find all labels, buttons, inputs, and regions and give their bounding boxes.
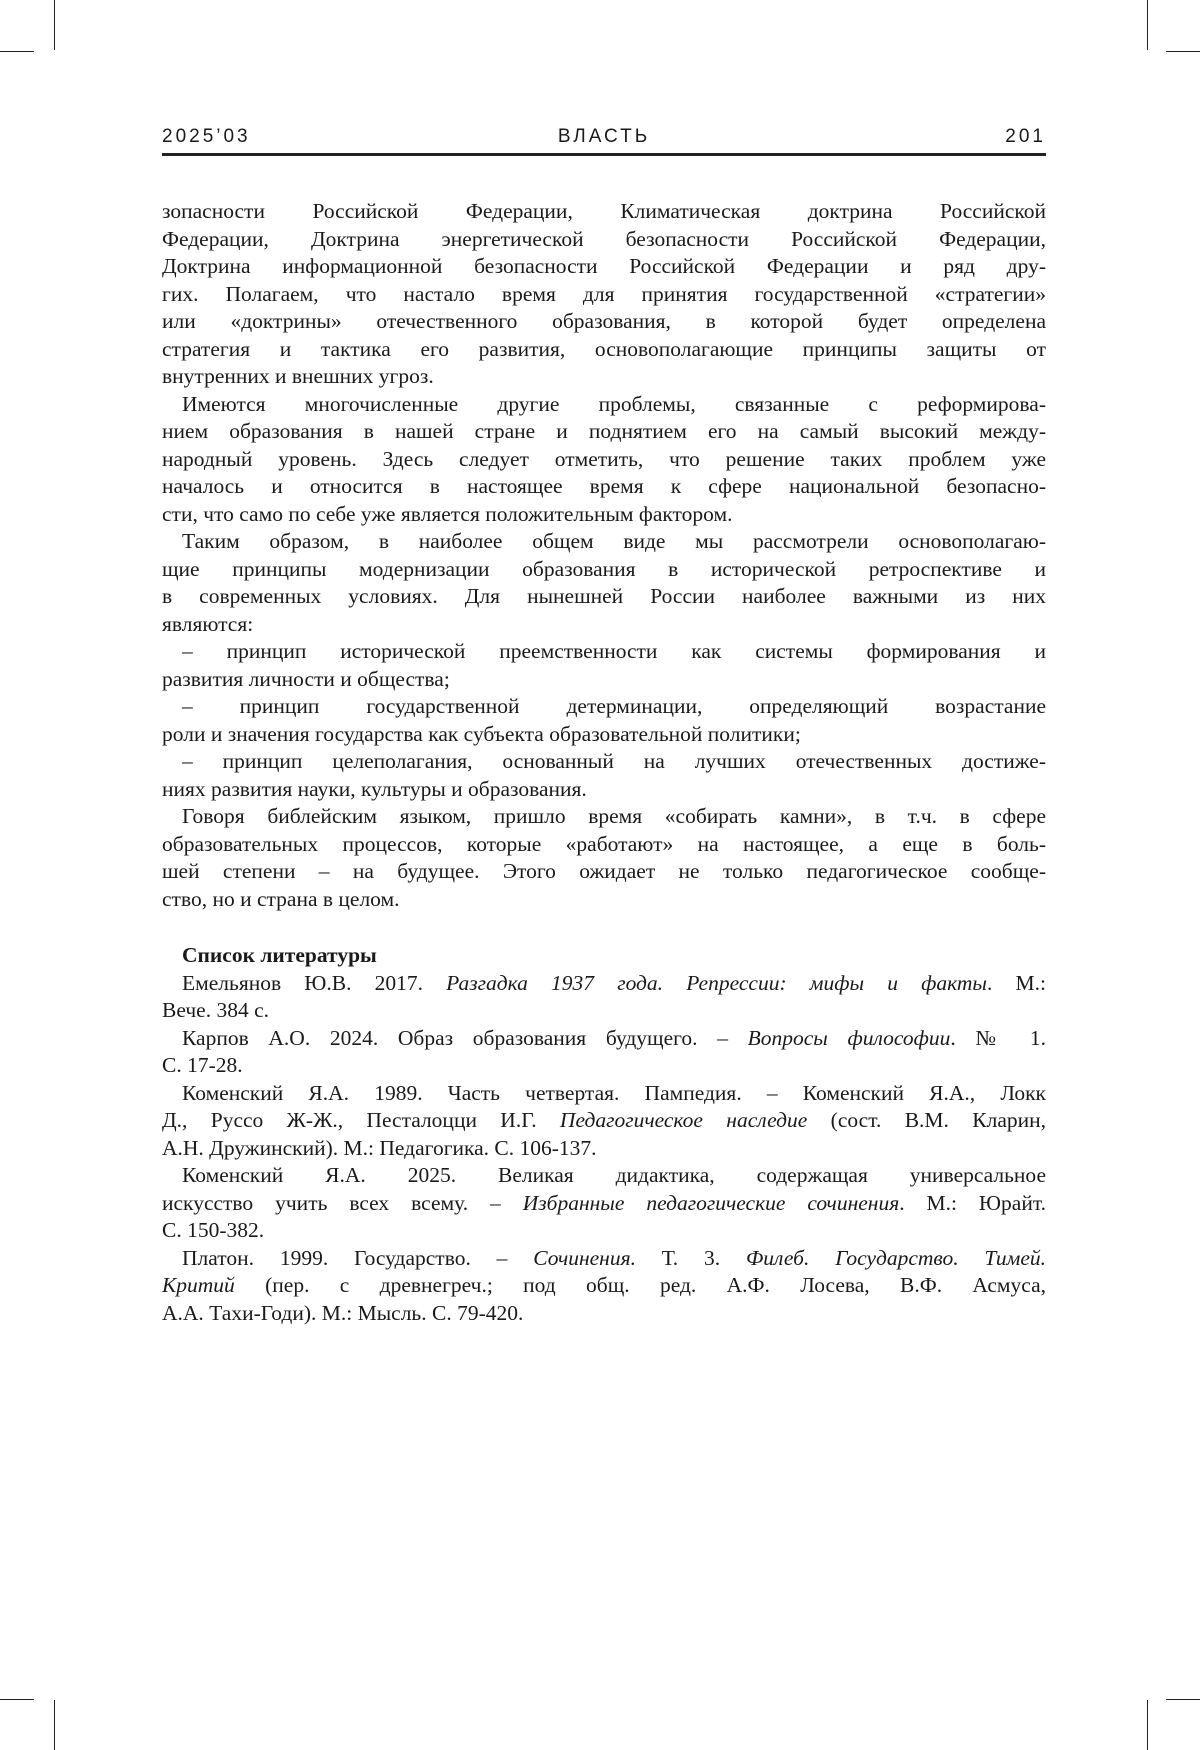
reference-line xyxy=(162,1080,1046,1108)
text-line: – принцип исторической преемственности как системы формирования и xyxy=(182,639,1046,663)
text-line: развития личности и общества; xyxy=(162,666,450,691)
reference-line xyxy=(162,1052,1046,1080)
text-line: Федерации, Доктрина энергетической безопасности Российской Федерации, xyxy=(162,226,1046,251)
text-line: зопасности Российской Федерации, Климатическая доктрина Российской xyxy=(162,199,1046,223)
reference-text: Емельянов Ю.В. 2017. xyxy=(182,970,447,995)
reference-text: Коменский Я.А. 1989. Часть четвертая. Пампедия. – Коменский Я.А., Локк xyxy=(182,1080,1046,1105)
text-line: в современных условиях. Для нынешней России наиболее важными из них xyxy=(162,584,1046,608)
reference-line xyxy=(162,1272,1046,1300)
italic-title: Критий xyxy=(162,1273,235,1297)
text-line: ство, но и страна в целом. xyxy=(162,886,400,911)
text-line: являются: xyxy=(162,611,254,636)
crop-mark xyxy=(0,1699,34,1700)
reference-text: Д., Руссо Ж-Ж., Песталоцци И.Г. xyxy=(162,1108,560,1132)
reference-text: искусство учить всех всему. – xyxy=(162,1190,523,1215)
crop-mark xyxy=(1166,1699,1200,1700)
text-line: сти, что само по себе уже является положительным фактором. xyxy=(162,501,733,526)
reference-line xyxy=(162,1300,1046,1328)
reference-text: . № 1. xyxy=(950,1025,1046,1050)
reference-line xyxy=(162,1245,1046,1273)
text-line: роли и значения государства как субъекта образовательной политики; xyxy=(162,721,801,746)
crop-mark xyxy=(0,51,34,52)
text-line: или «доктрины» отечественного образования, в которой будет определена xyxy=(162,309,1046,333)
references xyxy=(162,942,1046,1327)
crop-mark xyxy=(1147,0,1148,50)
text-line: образовательных процессов, которые «работают» на настоящее, а еще в боль- xyxy=(162,831,1046,856)
reference-line xyxy=(162,1190,1046,1218)
text-line: стратегия и тактика его развития, основополагающие принципы защиты от xyxy=(162,336,1046,361)
italic-title: Разгадка 1937 года. Репрессии: мифы и факты xyxy=(446,970,987,995)
reference-line xyxy=(162,1107,1046,1135)
text-line: народный уровень. Здесь следует отметить, что решение таких проблем уже xyxy=(162,446,1046,471)
issue-number: 2025’03 xyxy=(162,126,251,147)
text-line: шей степени – на будущее. Этого ожидает не только педагогическое сообще- xyxy=(162,859,1046,883)
reference-text: Вече. 384 с. xyxy=(162,998,269,1022)
text-line: Доктрина информационной безопасности Российской Федерации и ряд дру- xyxy=(162,254,1046,278)
italic-title: Избранные педагогические сочинения xyxy=(522,1190,900,1215)
body-text xyxy=(162,198,1046,913)
reference-text: . М.: xyxy=(987,970,1046,995)
reference-text: А.Н. Дружинский). М.: Педагогика. С. 106-137. xyxy=(162,1135,597,1160)
reference-text: (сост. В.М. Кларин, xyxy=(807,1108,1047,1132)
crop-mark xyxy=(1147,1700,1148,1750)
text-line: ниях развития науки, культуры и образования. xyxy=(162,776,587,801)
text-line: щие принципы модернизации образования в исторической ретроспективе и xyxy=(162,556,1046,581)
reference-text: С. 150-382. xyxy=(162,1218,265,1242)
page-number: 201 xyxy=(1005,126,1046,147)
italic-title: Сочинения. xyxy=(533,1245,662,1270)
reference-text: С. 17-28. xyxy=(162,1053,243,1077)
text-line: Говоря библейским языком, пришло время «собирать камни», в т.ч. в сфере xyxy=(182,804,1046,828)
crop-mark xyxy=(54,1700,55,1750)
text-line: гих. Полагаем, что настало время для принятия государственной «стратегии» xyxy=(162,281,1046,306)
reference-text: Т. 3. xyxy=(661,1245,746,1270)
header-rule xyxy=(162,153,1046,156)
reference-line xyxy=(162,1135,1046,1163)
text-line: – принцип государственной детерминации, определяющий возрастание xyxy=(182,694,1046,718)
reference-line xyxy=(162,1217,1046,1245)
reference-line xyxy=(162,997,1046,1025)
text-line: Имеются многочисленные другие проблемы, связанные с реформирова- xyxy=(182,391,1046,416)
text-line: внутренних и внешних угроз. xyxy=(162,364,434,388)
text-line: началось и относится в настоящее время к сфере национальной безопасно- xyxy=(162,474,1046,498)
reference-text: Платон. 1999. Государство. – xyxy=(182,1245,534,1270)
italic-title: Филеб. Государство. Тимей. xyxy=(745,1245,1046,1270)
reference-line xyxy=(162,970,1046,998)
crop-mark xyxy=(1166,51,1200,52)
running-header xyxy=(162,126,1046,152)
reference-text: Коменский Я.А. 2025. Великая дидактика, содержащая универсальное xyxy=(182,1163,1046,1187)
crop-mark xyxy=(54,0,55,50)
reference-text: Карпов А.О. 2024. Образ образования будущего. – xyxy=(182,1025,748,1050)
journal-title: ВЛАСТЬ xyxy=(557,126,651,147)
reference-text: (пер. с древнегреч.; под общ. ред. А.Ф. Лосева, В.Ф. Асмуса, xyxy=(234,1273,1046,1297)
italic-title: Вопросы философии xyxy=(747,1025,951,1050)
references-title: Список литературы xyxy=(182,943,377,967)
text-line: – принцип целеполагания, основанный на лучших отечественных достиже- xyxy=(182,749,1046,773)
reference-line xyxy=(162,1162,1046,1190)
text-line: нием образования в нашей стране и поднятием его на самый высокий между- xyxy=(162,419,1046,443)
reference-text: А.А. Тахи-Годи). М.: Мысль. С. 79-420. xyxy=(162,1300,524,1325)
italic-title: Педагогическое наследие xyxy=(559,1108,808,1132)
reference-text: . М.: Юрайт. xyxy=(899,1190,1046,1215)
text-line: Таким образом, в наиболее общем виде мы рассмотрели основополагаю- xyxy=(182,529,1046,553)
reference-line xyxy=(162,1025,1046,1053)
